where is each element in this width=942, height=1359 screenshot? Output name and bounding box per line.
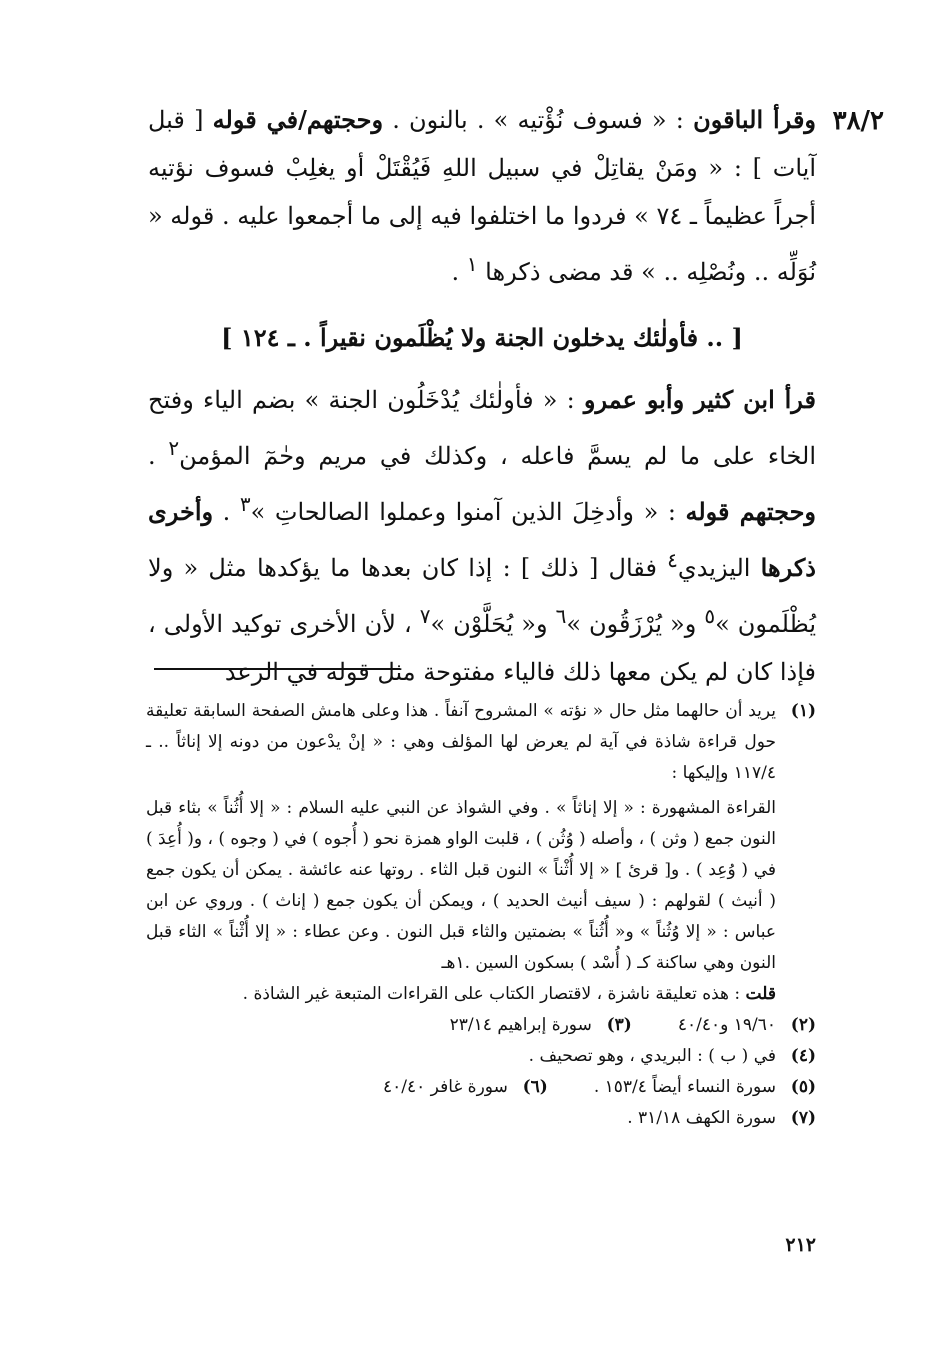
footnote-text: سورة إبراهيم ٢٣/١٤ xyxy=(449,1015,592,1035)
footnote-body xyxy=(146,696,776,1010)
footnote-1 xyxy=(146,696,816,1010)
text-run: . xyxy=(213,498,240,526)
footnote-text: القراءة المشهورة : « إلا إناثاً » . وفي الشواذ عن النبي عليه السلام : « إلا أُثُناً » بثاء قبل النون جمع ( وثن ) ، وأصله ( وُثُن ) ، قلبت الواو همزة نحو ( أُجوه ) في ( وجوه ) ، و( أُعِدَ ) في ( وُعِد ) . و[ قرئ ] « إلا أُثْناً » النون قبل الثاء . روتها عنه عائشة . يمكن أن يكون جمع ( أنيث ) لقولهم : ( سيف أنيث الحديد ) ، ويمكن أن يكون جمع ( إناث ) . وروي عن ابن عباس : « إلا وُثُناً » و« أُثُناً » بضمتين والثاء قبل النون . وعن عطاء : « إلا أُثْناً » الثاء قبل النون وهي ساكنة كـ ( أُسْد ) بسكون السين .١هـ xyxy=(146,798,776,973)
footnote-marker: ٧ xyxy=(419,604,431,628)
reader-name: وقرأ الباقون xyxy=(693,105,816,134)
text-run: . xyxy=(451,258,467,286)
footnote-text: سورة النساء أيضاً ١٥٣/٤ . xyxy=(593,1077,776,1097)
footnote-number: (٢) xyxy=(790,1015,816,1035)
footnote-number: (٣) xyxy=(606,1015,632,1035)
footnote-text: يريد أن حالهما مثل حال « نؤته » المشروح آنفاً . هذا وعلى هامش الصفحة السابقة تعليقة حول قراءة شاذة في آية لم يعرض لها المؤلف وهي : « إنْ يدْعون من دونه إلا إناثاً .. ـ ١١٧/٤ وإليكها : xyxy=(146,701,776,783)
argument-label: وحجتهم قوله xyxy=(685,497,816,526)
paragraph-2 xyxy=(148,376,816,696)
qult-label: قلت xyxy=(745,984,776,1004)
argument-label: وحجتهم/في قوله xyxy=(212,105,384,134)
text-run: . xyxy=(148,442,169,470)
main-text xyxy=(148,96,816,696)
text-run: فقال [ ذلك ] : إذا كان بعدها ما يؤكدها مثل « ولا يُظْلَمون » xyxy=(148,554,816,638)
footnote-text: ١٩/٦٠ و٤٠/٤٠ xyxy=(677,1015,776,1035)
footnote-number: (٦) xyxy=(522,1077,548,1097)
text-run: و« يُرْزَقُون » xyxy=(566,610,705,638)
footnote-number: (٧) xyxy=(790,1108,816,1128)
footnote-number: (٥) xyxy=(790,1077,816,1097)
footnote-text xyxy=(146,979,776,1010)
footnote-number: (١) xyxy=(790,701,816,721)
footnotes xyxy=(146,696,816,1134)
text-run: [ قبل آيات ] : « ومَنْ يقاتِلْ في سبيل اللهِ فَيُقْتَلْ أو يغلِبْ فسوف نؤتيه أجراً عظيماً ـ ٧٤ » فردوا ما اختلفوا فيه إلى ما أجمعوا عليه . قوله « نُوَلِّه .. ونُصْلِه .. » قد مضى ذكرها xyxy=(147,106,816,286)
text-run: : « فأولٰئك يُدْخَلُون الجنة » بضم الياء وفتح الخاء على ما لم يسمَّ فاعله ، وكذلك في مريم وحٰمٓ المؤمن xyxy=(148,386,816,470)
page-number: ٢١٢ xyxy=(785,1234,816,1256)
footnote-marker: ٢ xyxy=(168,436,180,460)
footnote-number: (٤) xyxy=(790,1046,816,1066)
qult-text: : هذه تعليقة ناشزة ، لاقتصار الكتاب على القراءات المتبعة غير الشاذة . xyxy=(242,984,746,1004)
footnote-6 xyxy=(383,1072,548,1103)
footnote-5 xyxy=(594,1072,816,1103)
argument-label: وأخرى ذكرها xyxy=(148,497,816,582)
footnote-text: سورة غافر ٤٠/٤٠ xyxy=(383,1077,508,1097)
text-run: : « فسوف نُؤْتيه » . بالنون . xyxy=(383,106,694,134)
footnote-text: في ( ب ) : البريدي ، وهو تصحيف . xyxy=(528,1046,776,1066)
footnote-4 xyxy=(146,1041,816,1072)
margin-reference: ٣٨/٢ xyxy=(832,106,884,136)
footnote-marker: ٦ xyxy=(555,604,567,628)
footnote-marker: ١ xyxy=(466,252,478,276)
footnote-2 xyxy=(678,1010,816,1041)
footnote-marker: ٤ xyxy=(667,548,678,572)
verse-heading: [ .. فأولٰئك يدخلون الجنة ولا يُظْلَمون نقيراً . ـ ١٢٤ ] xyxy=(221,323,743,352)
paragraph-1 xyxy=(148,96,816,296)
footnote-text: سورة الكهف ٣١/١٨ . xyxy=(627,1108,776,1128)
reader-name: قرأ ابن كثير وأبو عمرو xyxy=(583,385,817,414)
footnote-3 xyxy=(450,1010,632,1041)
text-run: ، لأن الأخرى توكيد الأولى ، فإذا كان لم يكن معها ذلك فالياء مفتوحة مثل قوله في الرعد xyxy=(148,610,816,686)
footnote-row xyxy=(146,1072,816,1103)
footnote-marker: ٣ xyxy=(239,492,251,516)
text-run: و« يُحَلَّوْن » xyxy=(430,610,556,638)
footnote-row xyxy=(146,1010,816,1041)
text-run: : « وأدخِلَ الذين آمنوا وعملوا الصالحاتِ » xyxy=(250,498,686,526)
footnote-separator xyxy=(154,668,400,670)
footnote-7 xyxy=(146,1103,816,1134)
footnote-marker: ٥ xyxy=(704,604,716,628)
text-run: اليزيدي xyxy=(677,554,761,582)
